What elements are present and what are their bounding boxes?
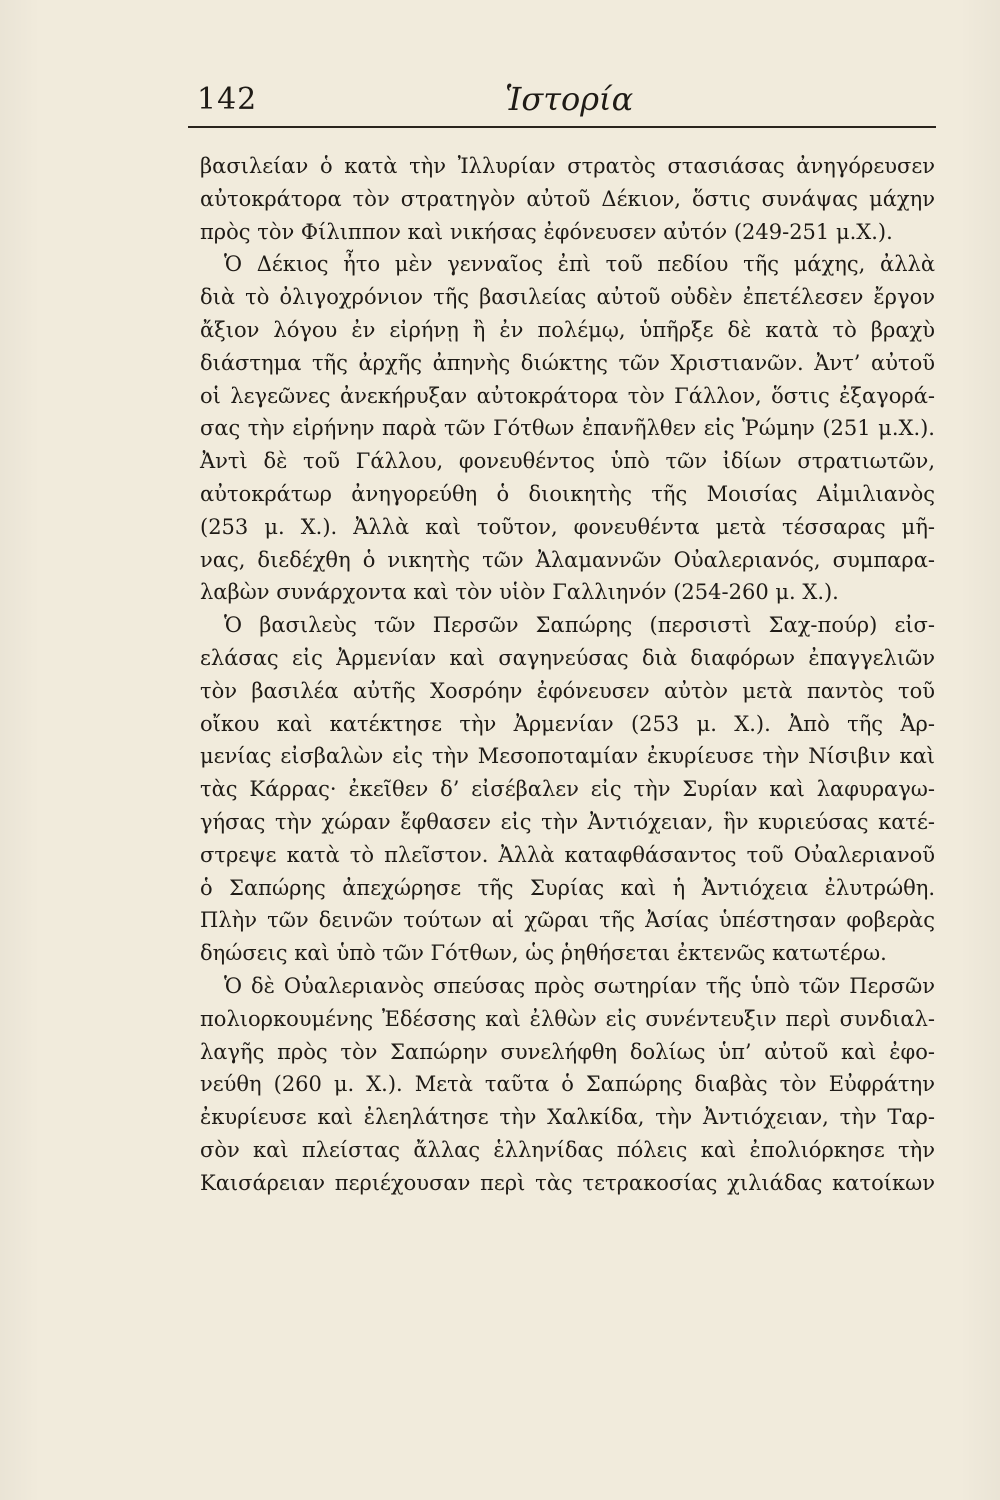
text-line: νας, διεδέχθη ὁ νικητὴς τῶν Ἀλαμαννῶν Οὐαλεριανός, συμπαρα- bbox=[200, 547, 935, 572]
text-line: ὁ Σαπώρης ἀπεχώρησε τῆς Συρίας καὶ ἡ Ἀντιόχεια ἐλυτρώθη. bbox=[200, 875, 935, 900]
text-line: διάστημα τῆς ἀρχῆς ἀπηνὴς διώκτης τῶν Χριστιανῶν. Ἀντ’ αὐτοῦ bbox=[200, 350, 935, 375]
text-line: λαβὼν συνάρχοντα καὶ τὸν υἱὸν Γαλλιηνόν (254-260 μ. Χ.). bbox=[200, 580, 839, 605]
text-line: σας τὴν εἰρήνην παρὰ τῶν Γότθων ἐπανῆλθεν εἰς Ῥώμην (251 μ.Χ.). bbox=[200, 416, 935, 441]
text-line: μενίας εἰσβαλὼν εἰς τὴν Μεσοποταμίαν ἐκυρίευσε τὴν Νίσιβιν καὶ bbox=[200, 744, 935, 769]
text-line: σὸν καὶ πλείστας ἄλλας ἑλληνίδας πόλεις καὶ ἐπολιόρκησε τὴν bbox=[200, 1137, 935, 1162]
text-line: ἐκυρίευσε καὶ ἐλεηλάτησε τὴν Χαλκίδα, τὴν Ἀντιόχειαν, τὴν Ταρ- bbox=[200, 1105, 935, 1130]
text-line: πρὸς τὸν Φίλιππον καὶ νικήσας ἐφόνευσεν αὐτόν (249-251 μ.Χ.). bbox=[200, 219, 893, 244]
text-line: Καισάρειαν περιέχουσαν περὶ τὰς τετρακοσίας χιλιάδας κατοίκων bbox=[200, 1170, 935, 1195]
text-line: Ὁ δὲ Οὐαλεριανὸς σπεύσας πρὸς σωτηρίαν τῆς ὑπὸ τῶν Περσῶν bbox=[224, 973, 935, 998]
page-header bbox=[195, 80, 940, 126]
text-line: γήσας τὴν χώραν ἔφθασεν εἰς τὴν Ἀντιόχειαν, ἣν κυριεύσας κατέ- bbox=[200, 809, 935, 834]
text-line: Ὁ βασιλεὺς τῶν Περσῶν Σαπώρης (περσιστὶ Σαχ-πούρ) εἰσ- bbox=[224, 613, 935, 638]
text-line: Πλὴν τῶν δεινῶν τούτων αἱ χῶραι τῆς Ἀσίας ὑπέστησαν φοβερὰς bbox=[200, 908, 935, 933]
text-line: οἴκου καὶ κατέκτησε τὴν Ἀρμενίαν (253 μ. Χ.). Ἀπὸ τῆς Ἀρ- bbox=[200, 711, 935, 736]
body-text bbox=[200, 150, 935, 1200]
text-line: βασιλείαν ὁ κατὰ τὴν Ἰλλυρίαν στρατὸς στασιάσας ἀνηγόρευσεν bbox=[200, 154, 935, 178]
running-title: Ἱστορία bbox=[505, 80, 634, 118]
text-line: στρεψε κατὰ τὸ πλεῖστον. Ἀλλὰ καταφθάσαντος τοῦ Οὐαλεριανοῦ bbox=[200, 842, 935, 867]
text-line: ἄξιον λόγου ἐν εἰρήνῃ ἢ ἐν πολέμῳ, ὑπῆρξε δὲ κατὰ τὸ βραχὺ bbox=[200, 317, 935, 342]
text-line: Ἀντὶ δὲ τοῦ Γάλλου, φονευθέντος ὑπὸ τῶν ἰδίων στρατιωτῶν, bbox=[200, 449, 935, 474]
text-line: τὰς Κάρρας· ἐκεῖθεν δ’ εἰσέβαλεν εἰς τὴν Συρίαν καὶ λαφυραγω- bbox=[200, 777, 935, 802]
text-line: Ὁ Δέκιος ἦτο μὲν γενναῖος ἐπὶ τοῦ πεδίου τῆς μάχης, ἀλλὰ bbox=[224, 252, 935, 277]
text-line: λαγῆς πρὸς τὸν Σαπώρην συνελήφθη δολίως ὑπ’ αὐτοῦ καὶ ἐφο- bbox=[200, 1039, 935, 1064]
header-rule bbox=[188, 126, 936, 128]
text-line: (253 μ. Χ.). Ἀλλὰ καὶ τοῦτον, φονευθέντα μετὰ τέσσαρας μῆ- bbox=[200, 514, 935, 539]
text-line: τὸν βασιλέα αὐτῆς Χοσρόην ἐφόνευσεν αὐτὸν μετὰ παντὸς τοῦ bbox=[200, 678, 935, 703]
text-line: διὰ τὸ ὀλιγοχρόνιον τῆς βασιλείας αὐτοῦ οὐδὲν ἐπετέλεσεν ἔργον bbox=[200, 285, 935, 310]
text-line: δηώσεις καὶ ὑπὸ τῶν Γότθων, ὡς ῥηθήσεται ἐκτενῶς κατωτέρω. bbox=[200, 941, 887, 966]
text-line: οἱ λεγεῶνες ἀνεκήρυξαν αὐτοκράτορα τὸν Γάλλον, ὅστις ἐξαγορά- bbox=[200, 383, 935, 408]
text-line: νεύθη (260 μ. Χ.). Μετὰ ταῦτα ὁ Σαπώρης διαβὰς τὸν Εὐφράτην bbox=[200, 1072, 935, 1097]
text-line: πολιορκουμένης Ἐδέσσης καὶ ἐλθὼν εἰς συνέντευξιν περὶ συνδιαλ- bbox=[200, 1006, 935, 1031]
text-line: αὐτοκράτορα τὸν στρατηγὸν αὐτοῦ Δέκιον, ὅστις συνάψας μάχην bbox=[200, 186, 935, 211]
page-number: 142 bbox=[197, 82, 258, 117]
text-line: ελάσας εἰς Ἀρμενίαν καὶ σαγηνεύσας διὰ διαφόρων ἐπαγγελιῶν bbox=[200, 645, 935, 670]
text-line: αὐτοκράτωρ ἀνηγορεύθη ὁ διοικητὴς τῆς Μοισίας Αἰμιλιανὸς bbox=[200, 481, 935, 506]
